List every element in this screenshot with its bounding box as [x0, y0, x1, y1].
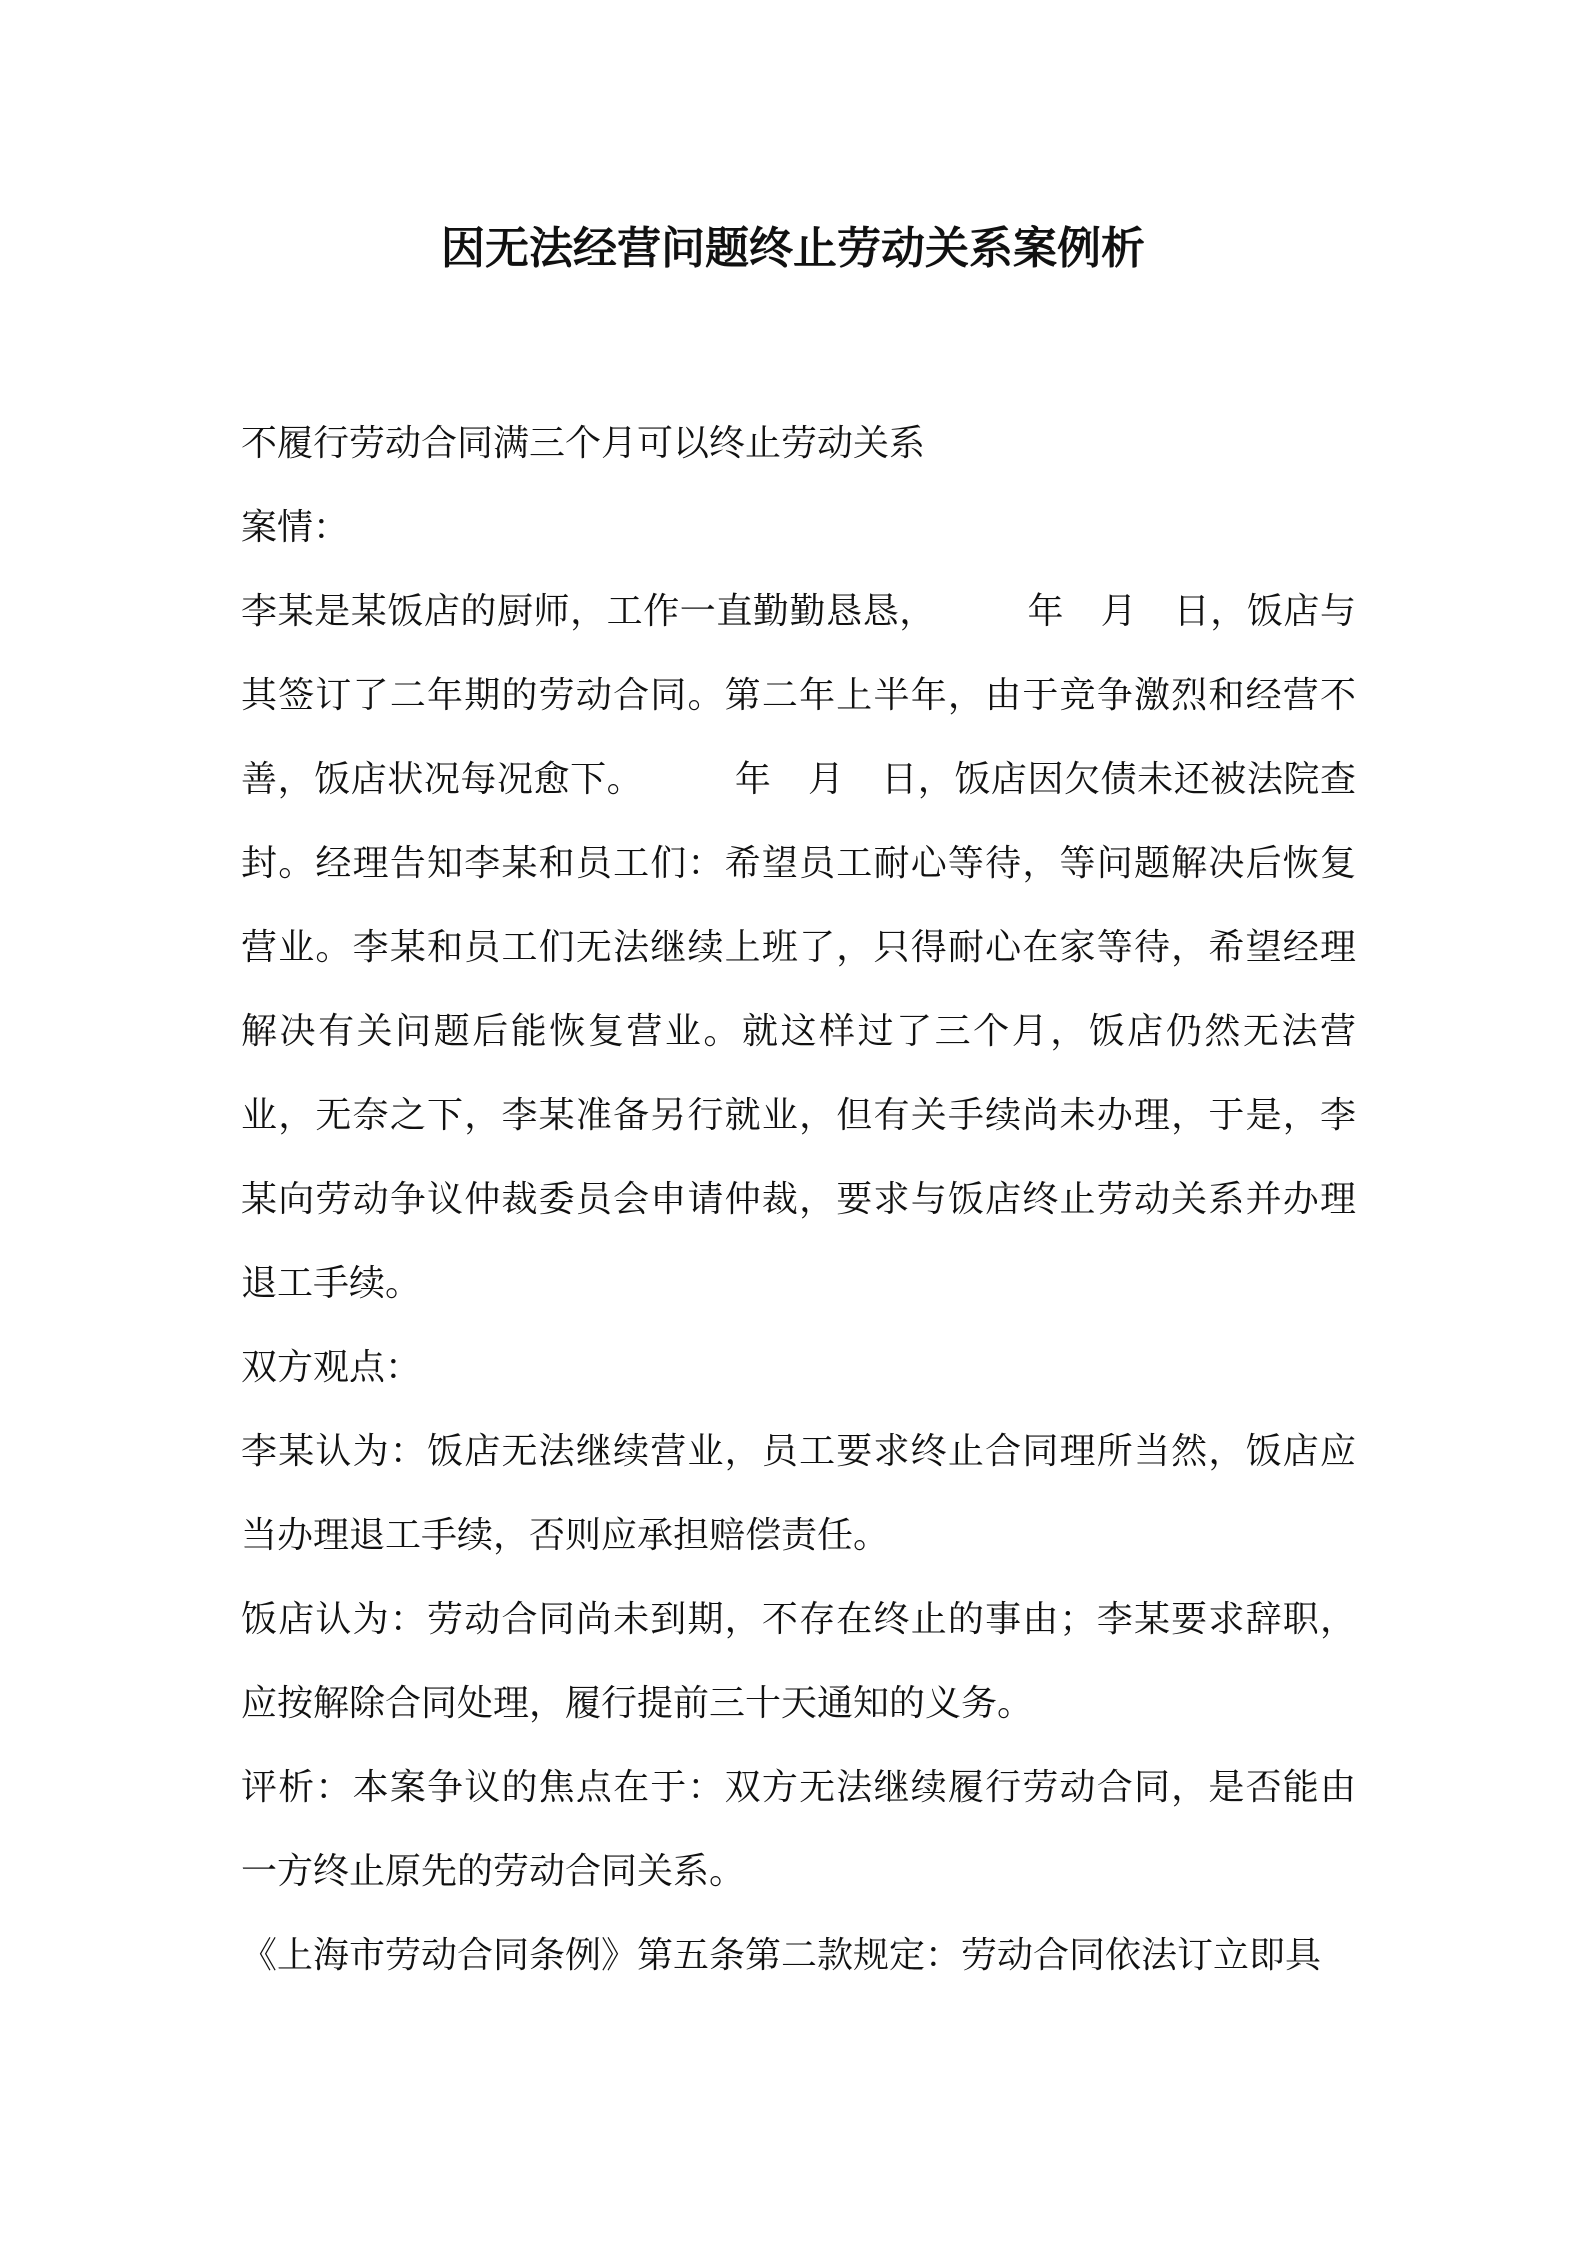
positions-label: 双方观点： — [241, 1347, 422, 1388]
document-body — [241, 402, 1356, 1998]
case-paragraph: 李某是某饭店的厨师，工作一直勤勤恳恳， 年 月 日，饭店与其签订了二年期的劳动合同。第二年上半年，由于竞争激烈和经营不善，饭店状况每况愈下。 年 月 日，饭店因欠债未还被法院查封。经理告知李某和员工们：希望员工耐心等待，等问题解决后恢复营业。李某和员工们无法继续上班了，只得耐心在家等待，希望经理解决有关问题后能恢复营业。就这样过了三个月，饭店仍然无法营业，无奈之下，李某准备另行就业，但有关手续尚未办理，于是，李某向劳动争议仲裁委员会申请仲裁，要求与饭店终止劳动关系并办理退工手续。 — [241, 591, 1356, 1304]
section-heading: 不履行劳动合同满三个月可以终止劳动关系 — [241, 423, 926, 464]
document-title: 因无法经营问题终止劳动关系案例析 — [441, 223, 1145, 274]
employee-view-paragraph: 李某认为：饭店无法继续营业，员工要求终止合同理所当然，饭店应当办理退工手续，否则应承担赔偿责任。 — [241, 1431, 1356, 1556]
hotel-view-paragraph: 饭店认为：劳动合同尚未到期，不存在终止的事由；李某要求辞职，应按解除合同处理，履行提前三十天通知的义务。 — [241, 1599, 1356, 1724]
analysis-paragraph: 评析：本案争议的焦点在于：双方无法继续履行劳动合同，是否能由一方终止原先的劳动合同关系。 — [241, 1767, 1356, 1892]
regulation-paragraph: 《上海市劳动合同条例》第五条第二款规定：劳动合同依法订立即具 — [241, 1935, 1322, 1976]
case-label: 案情： — [241, 507, 350, 548]
